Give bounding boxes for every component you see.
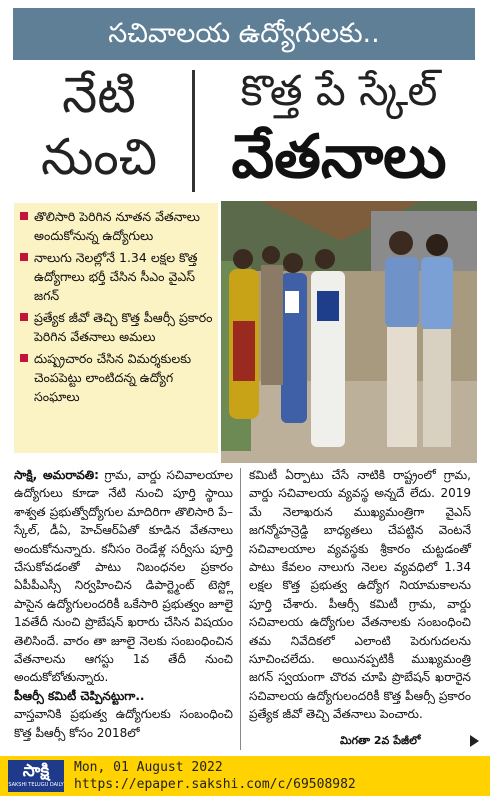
footer-bar — [0, 756, 490, 796]
article-dateline: సాక్షి, అమరావతి: — [14, 468, 99, 482]
article-body-1: గ్రామ, వార్డు సచివాలయాల ఉద్యోగులు కూడా నేటి నుంచి పూర్తి స్థాయి శాశ్వత ప్రభుత్వోద్యోగుల మాదిరిగా తొలిసారి పే–స్కేల్, డీఏ, హెచ్ఆర్ఏతో కూడిన వేతనాలు అందుకోనున్నారు. కనీసం రెండేళ్ల సర్వీసు పూర్తి చేసుకోవడంతో పాటు నిబంధనల ప్రకారం ఏపీపీఎస్సీ నిర్వహించిన డిపార్ట్మెంట్ టెస్ట్లో పాసైన ఉద్యోగులందరికీ ఒకేసారి ప్రభుత్వం జూలై 1వతేదీ నుంచి ప్రొబేషన్ ఖరారు చేసిన విషయం తెలిసిందే. వారం తా జూలై నెలకు సంబంధించిన వేతనాలను ఆగస్టు 1వ తేదీ నుంచి అందుకోబోతున్నారు. — [14, 468, 233, 685]
highlight-item: దుష్ప్రచారం చేసిన విమర్శకులకు చెంపపెట్టు లాంటిదన్న ఉద్యోగ సంఘాలు — [20, 349, 214, 406]
headline-right-line2: వేతనాలు — [231, 122, 447, 192]
logo-brand: సాక్షి — [22, 761, 50, 781]
article-body-2: వాస్తవానికి ప్రభుత్వ ఉద్యోగులకు సంబంధించి కొత్త పీఆర్సీ కోసం 2018లో — [14, 707, 233, 740]
column-divider — [240, 468, 241, 750]
logo-tagline: SAKSHI TELUGU DAILY — [8, 782, 64, 788]
bullet-marker — [20, 354, 28, 362]
footer-info — [74, 759, 356, 793]
bullet-marker — [20, 253, 28, 261]
footer-url[interactable]: https://epaper.sakshi.com/c/69508982 — [74, 777, 356, 792]
sakshi-logo — [8, 760, 64, 792]
article-column-1 — [14, 466, 233, 740]
footer-date: Mon, 01 August 2022 — [74, 760, 223, 775]
article-body-3: కమిటీ ఏర్పాటు చేసే నాటికి రాష్ట్రంలో గ్రామ, వార్డు సచివాలయ వ్యవస్థ అన్నదే లేదు. 2019 మే నెలాఖరున ముఖ్యమంత్రిగా వైఎస్ జగన్మోహన్రెడ్డి బాధ్యతలు చేపట్టిన వెంటనే సచివాలయాల వ్యవస్థకు శ్రీకారం చుట్టడంతో పాటు కేవలం నాలుగు నెలల వ్యవధిలో 1.34 లక్షల కొత్త ప్రభుత్వ ఉద్యోగ నియామకాలను పూర్తి చేశారు. పీఆర్సీ కమిటీ గ్రామ, వార్డు సచివాలయ ఉద్యోగుల వేతనాలకు సంబంధించి తమ నివేదికలో ఎలాంటి పెరుగుదలను సూచించలేదు. అయినప్పటికీ ముఖ్యమంత్రి జగన్ స్వయంగా చొరవ చూపి ప్రొబేషన్ ఖరారైన సచివాలయ ఉద్యోగులందరికీ కొత్త పీఆర్సీ ప్రకారం ప్రత్యేక జీవో తెచ్చి వేతనాలు పెంచారు. — [249, 468, 471, 722]
bullet-marker — [20, 313, 28, 321]
article-column-2 — [249, 466, 471, 730]
highlight-item: తొలిసారి పెరిగిన నూతన వేతనాలు అందుకోనున్న ఉద్యోగులు — [20, 207, 214, 245]
headline-divider — [192, 70, 195, 192]
highlight-item: నాలుగు నెలల్లోనే 1.34 లక్షల కొత్త ఉద్యోగాలు భర్తీ చేసిన సీఎం వైఎస్ జగన్ — [20, 248, 214, 305]
headline-left-line2: నుంచి — [40, 128, 158, 186]
headline-left — [10, 64, 188, 196]
banner-title: సచివాలయ ఉద్యోగులకు.. — [13, 8, 475, 60]
continued-note: మిగతా 2వ పేజీలో — [340, 734, 421, 747]
headline-right — [198, 62, 480, 196]
article-subhead: పీఆర్సీ కమిటీ చెప్పినట్టుగా.. — [14, 688, 145, 703]
bullet-marker — [20, 212, 28, 220]
headline-right-line1: కొత్త పే స్కేల్ — [240, 66, 438, 115]
highlight-item: ప్రత్యేక జీవో తెచ్చి కొత్త పీఆర్సీ ప్రకారం పెరిగిన వేతనాలు అమలు — [20, 308, 214, 346]
highlights-box — [14, 203, 218, 453]
news-photo — [221, 201, 477, 463]
headline-left-line1: నేటి — [62, 66, 136, 124]
continued-arrow-icon — [470, 735, 479, 747]
